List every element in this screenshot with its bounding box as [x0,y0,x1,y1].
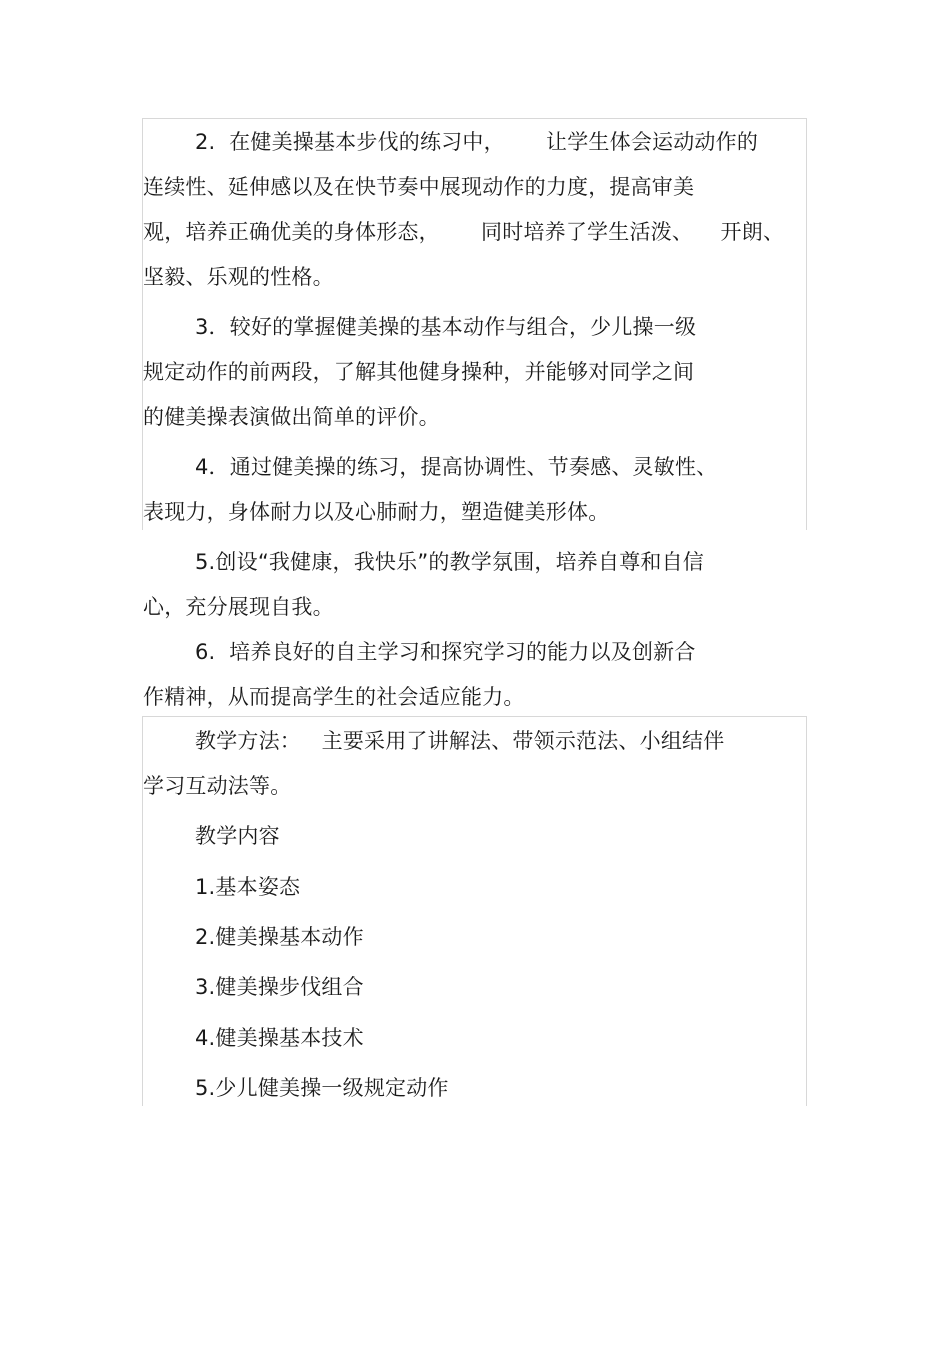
frame-line [142,118,807,119]
text-line: 4．通过健美操的练习，提高协调性、节奏感、灵敏性、 [195,455,718,479]
text-line: 坚毅、乐观的性格。 [143,265,334,289]
text-line: 3．较好的掌握健美操的基本动作与组合，少儿操一级 [195,315,697,339]
text-line: 心，充分展现自我。 [143,595,334,619]
list-item: 4.健美操基本技术 [195,1026,364,1050]
text-line: 6. 培养良好的自主学习和探究学习的能力以及创新合 [195,640,696,664]
text-line: 2. 在健美操基本步伐的练习中， 让学生体会运动动作的 [195,130,759,154]
text-line: 连续性、延伸感以及在快节奏中展现动作的力度，提高审美 [143,175,695,199]
text-line: 5.创设“我健康，我快乐”的教学氛围，培养自尊和自信 [195,550,704,574]
text-line: 教学方法： 主要采用了讲解法、带领示范法、小组结伴 [195,729,725,753]
list-item: 5.少儿健美操一级规定动作 [195,1076,449,1100]
text-line: 作精神，从而提高学生的社会适应能力。 [143,685,525,709]
text-line: 规定动作的前两段，了解其他健身操种，并能够对同学之间 [143,360,695,384]
text-line: 表现力，身体耐力以及心肺耐力，塑造健美形体。 [143,500,610,524]
list-item: 3.健美操步伐组合 [195,975,364,999]
section-heading: 教学内容 [195,824,280,848]
text-line: 学习互动法等。 [143,774,292,798]
list-item: 1.基本姿态 [195,875,301,899]
frame-line [142,716,807,717]
frame-line [806,716,807,1106]
frame-line [806,118,807,530]
list-item: 2.健美操基本动作 [195,925,364,949]
text-line: 观，培养正确优美的身体形态， 同时培养了学生活泼、 开朗、 [143,220,785,244]
text-line: 的健美操表演做出简单的评价。 [143,405,440,429]
